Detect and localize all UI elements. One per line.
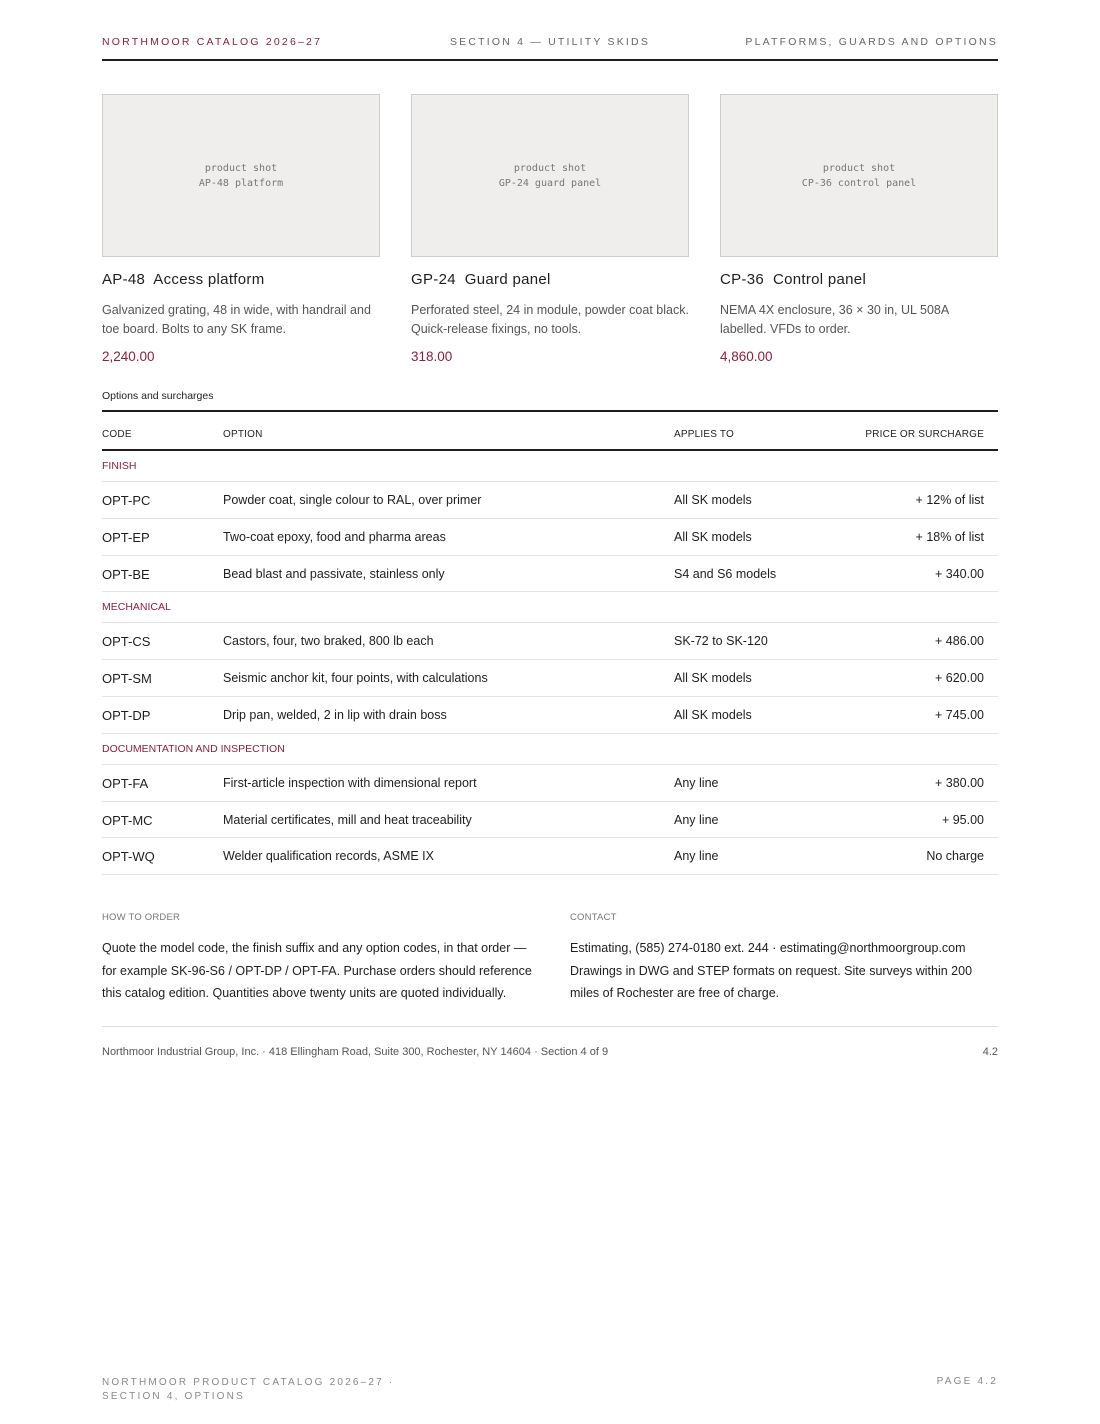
header-rule [102,59,998,61]
contact-label: CONTACT [570,912,617,923]
company-address: Northmoor Industrial Group, Inc. · 418 Ellingham Road, Suite 300, Rochester, NY 14604 · Section 4 of 9 [102,1046,609,1058]
header-topic: PLATFORMS, GUARDS AND OPTIONS [745,36,998,48]
option-code: OPT-FA [102,775,149,791]
table-row [102,623,998,660]
option-applies-to: Any line [674,849,719,864]
product-price: 4,860.00 [720,349,773,364]
option-code: OPT-EP [102,529,150,545]
option-code: OPT-WQ [102,849,155,865]
option-price: + 380.00 [934,775,984,790]
table-group-row [102,451,998,482]
placeholder-label: product shot [513,162,587,174]
table-row [102,802,998,839]
placeholder-caption: AP-48 platform [198,177,284,189]
group-label: MECHANICAL [102,601,171,614]
product-title: GP-24 Guard panel [411,271,551,288]
option-code: OPT-CS [102,634,151,650]
table-row [102,697,998,734]
table-row [102,519,998,556]
options-table-caption: Options and surcharges [102,390,214,402]
running-footer-right: PAGE 4.2 [936,1376,998,1387]
page-number: 4.2 [982,1046,998,1058]
option-code: OPT-PC [102,493,151,508]
product-description: Galvanized grating, 48 in wide, with handrail and toe board. Bolts to any SK frame. [102,303,371,336]
option-applies-to: All SK models [674,493,752,507]
option-price: + 486.00 [934,634,984,649]
option-code: OPT-MC [102,812,153,828]
option-description: Bead blast and passivate, stainless only [223,566,445,581]
column-header-code: CODE [102,429,132,440]
column-header-price: PRICE OR SURCHARGE [865,429,984,440]
option-applies-to: All SK models [674,529,752,544]
option-applies-to: Any line [674,775,719,790]
option-description: Drip pan, welded, 2 in lip with drain boss [223,707,447,722]
running-header [102,36,998,50]
how-to-order-block [102,912,532,1005]
table-row [102,765,998,802]
contact-block [570,912,998,1005]
table-header-row [102,412,998,451]
placeholder-caption: CP-36 control panel [801,177,917,189]
placeholder-label: product shot [822,162,896,174]
table-group-row [102,734,998,765]
product-price: 2,240.00 [102,349,155,364]
product-image-placeholder [720,94,998,257]
option-description: Powder coat, single colour to RAL, over primer [223,493,482,507]
option-applies-to: SK-72 to SK-120 [674,634,768,649]
group-label: DOCUMENTATION AND INSPECTION [102,742,285,755]
option-price: + 18% of list [915,529,984,544]
header-catalog-title: NORTHMOOR CATALOG 2026–27 [102,36,323,48]
table-row [102,838,998,875]
product-image-placeholder [102,94,380,257]
option-price: + 12% of list [915,493,984,507]
option-applies-to: Any line [674,812,719,827]
contact-text: Estimating, (585) 274-0180 ext. 244 · estimating@northmoorgroup.com Drawings in DWG and STEP formats on request. Site surveys within 200 miles of Rochester are free of charge. [570,941,973,1000]
option-price: No charge [926,849,984,864]
product-price: 318.00 [411,349,453,364]
option-applies-to: All SK models [674,671,752,686]
product-card-gp24 [411,94,689,364]
product-card-ap48 [102,94,380,364]
option-description: Two-coat epoxy, food and pharma areas [223,529,446,544]
product-description: NEMA 4X enclosure, 36 × 30 in, UL 508A labelled. VFDs to order. [720,303,949,336]
product-card-cp36 [720,94,998,364]
group-label: FINISH [102,460,137,472]
info-divider [102,1026,998,1027]
table-row [102,482,998,519]
table-group-row [102,592,998,623]
option-price: + 745.00 [934,707,984,722]
running-footer-left: NORTHMOOR PRODUCT CATALOG 2026–27 · SECTION 4, OPTIONS [102,1377,395,1402]
product-image-placeholder [411,94,689,257]
table-row [102,556,998,593]
how-to-order-text: Quote the model code, the finish suffix and any option codes, in that order — for example SK-96-S6 / OPT-DP / OPT-FA. Purchase orders should reference this catalog edition. Quantities above twenty units are quoted individually. [102,941,532,1000]
header-section: SECTION 4 — UTILITY SKIDS [449,36,651,48]
options-table [102,410,998,875]
option-applies-to: All SK models [674,707,752,722]
option-price: + 620.00 [934,671,984,686]
option-description: Welder qualification records, ASME IX [223,849,434,864]
table-row [102,660,998,697]
option-description: Material certificates, mill and heat traceability [223,812,472,827]
option-price: + 95.00 [941,812,984,827]
product-cards [102,94,998,384]
placeholder-label: product shot [204,162,278,174]
column-header-option: OPTION [223,429,263,440]
option-price: + 340.00 [934,566,984,581]
placeholder-caption: GP-24 guard panel [498,177,602,189]
product-description: Perforated steel, 24 in module, powder coat black. Quick-release fixings, no tools. [411,303,689,336]
how-to-order-label: HOW TO ORDER [102,912,181,923]
option-code: OPT-BE [102,566,150,582]
option-code: OPT-SM [102,671,152,687]
option-applies-to: S4 and S6 models [674,566,777,581]
product-title: CP-36 Control panel [720,271,867,288]
product-title: AP-48 Access platform [102,271,265,288]
option-code: OPT-DP [102,707,151,723]
column-header-applies-to: APPLIES TO [674,429,734,440]
option-description: Seismic anchor kit, four points, with calculations [223,671,488,686]
option-description: First-article inspection with dimensional report [223,775,477,790]
option-description: Castors, four, two braked, 800 lb each [223,634,434,649]
